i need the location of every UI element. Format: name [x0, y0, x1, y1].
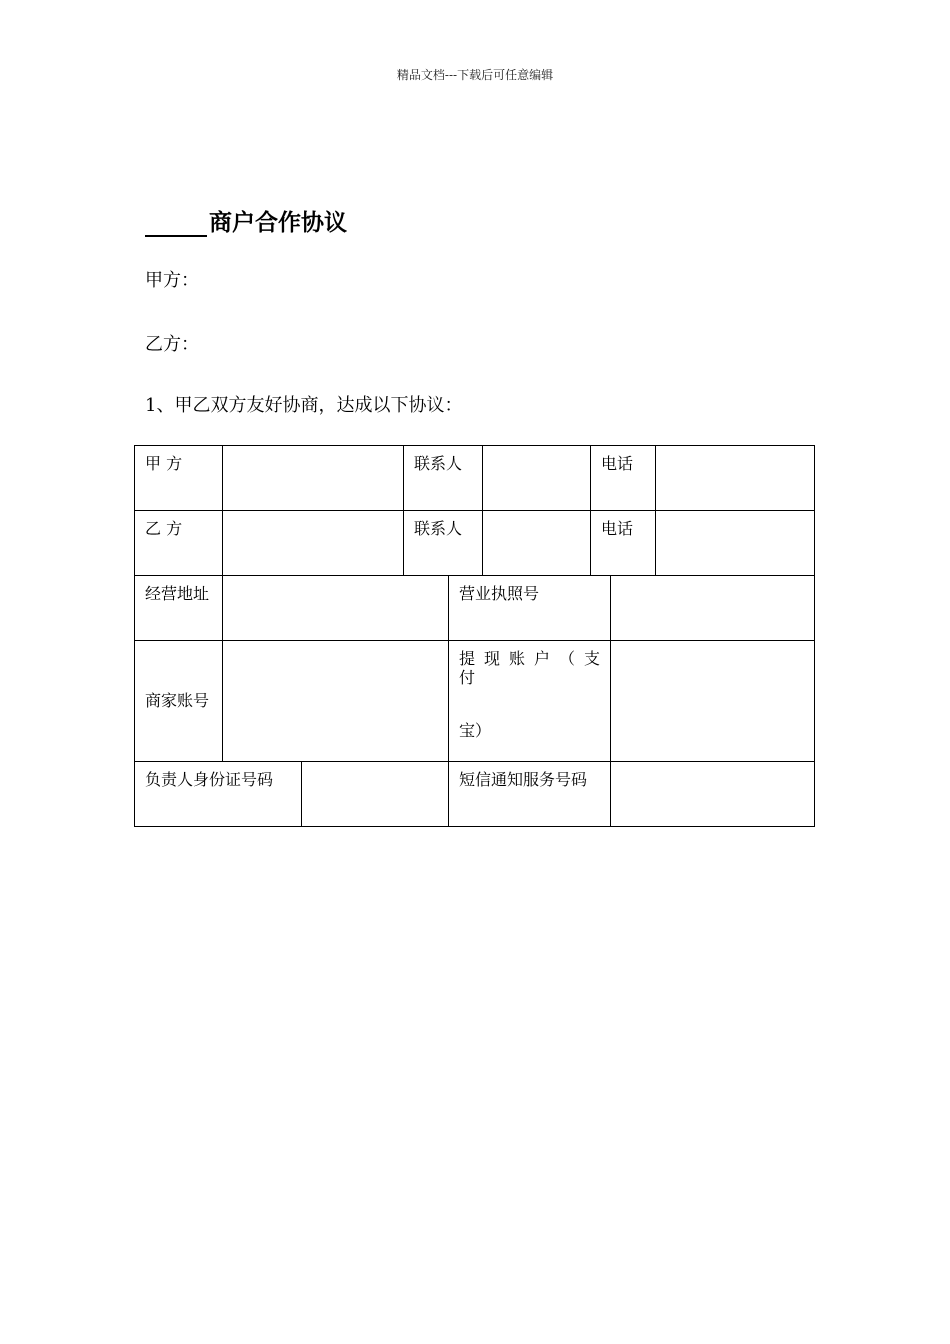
clause-1: 1、甲乙双方友好协商，达成以下协议：	[145, 395, 463, 416]
cell-id-number-value[interactable]	[301, 761, 449, 827]
cell-party-a-contact-label: 联系人	[403, 445, 483, 511]
cell-party-a-contact-value[interactable]	[482, 445, 591, 511]
cell-party-a-label: 甲 方	[134, 445, 223, 511]
cell-sms-number-value[interactable]	[610, 761, 815, 827]
title-text: 商户合作协议	[209, 209, 347, 236]
cell-party-a-phone-value[interactable]	[655, 445, 815, 511]
cell-sms-number-label: 短信通知服务号码	[448, 761, 611, 827]
header-note: 精品文档---下载后可任意编辑	[396, 68, 554, 82]
cell-withdraw-account-value[interactable]	[610, 640, 815, 762]
withdraw-label-line-2: 宝）	[459, 721, 492, 741]
title-blank-line[interactable]	[145, 213, 207, 237]
cell-party-b-label: 乙 方	[134, 510, 223, 576]
cell-merchant-account-value[interactable]	[222, 640, 449, 762]
withdraw-label-line-1: 提 现 账 户 （ 支 付	[459, 649, 600, 688]
party-a-label: 甲方：	[145, 270, 199, 291]
cell-address-label: 经营地址	[134, 575, 223, 641]
cell-address-value[interactable]	[222, 575, 449, 641]
document-title	[145, 204, 347, 237]
cell-party-b-phone-value[interactable]	[655, 510, 815, 576]
cell-party-b-phone-label: 电话	[590, 510, 656, 576]
cell-license-label: 营业执照号	[448, 575, 611, 641]
cell-id-number-label: 负责人身份证号码	[134, 761, 302, 827]
cell-party-b-contact-value[interactable]	[482, 510, 591, 576]
cell-merchant-account-label: 商家账号	[134, 640, 223, 762]
cell-party-a-phone-label: 电话	[590, 445, 656, 511]
cell-license-value[interactable]	[610, 575, 815, 641]
cell-party-b-value[interactable]	[222, 510, 404, 576]
merchant-info-table	[135, 446, 815, 828]
cell-party-a-value[interactable]	[222, 445, 404, 511]
party-b-label: 乙方：	[145, 334, 199, 355]
cell-party-b-contact-label: 联系人	[403, 510, 483, 576]
cell-withdraw-account-label	[448, 640, 611, 762]
